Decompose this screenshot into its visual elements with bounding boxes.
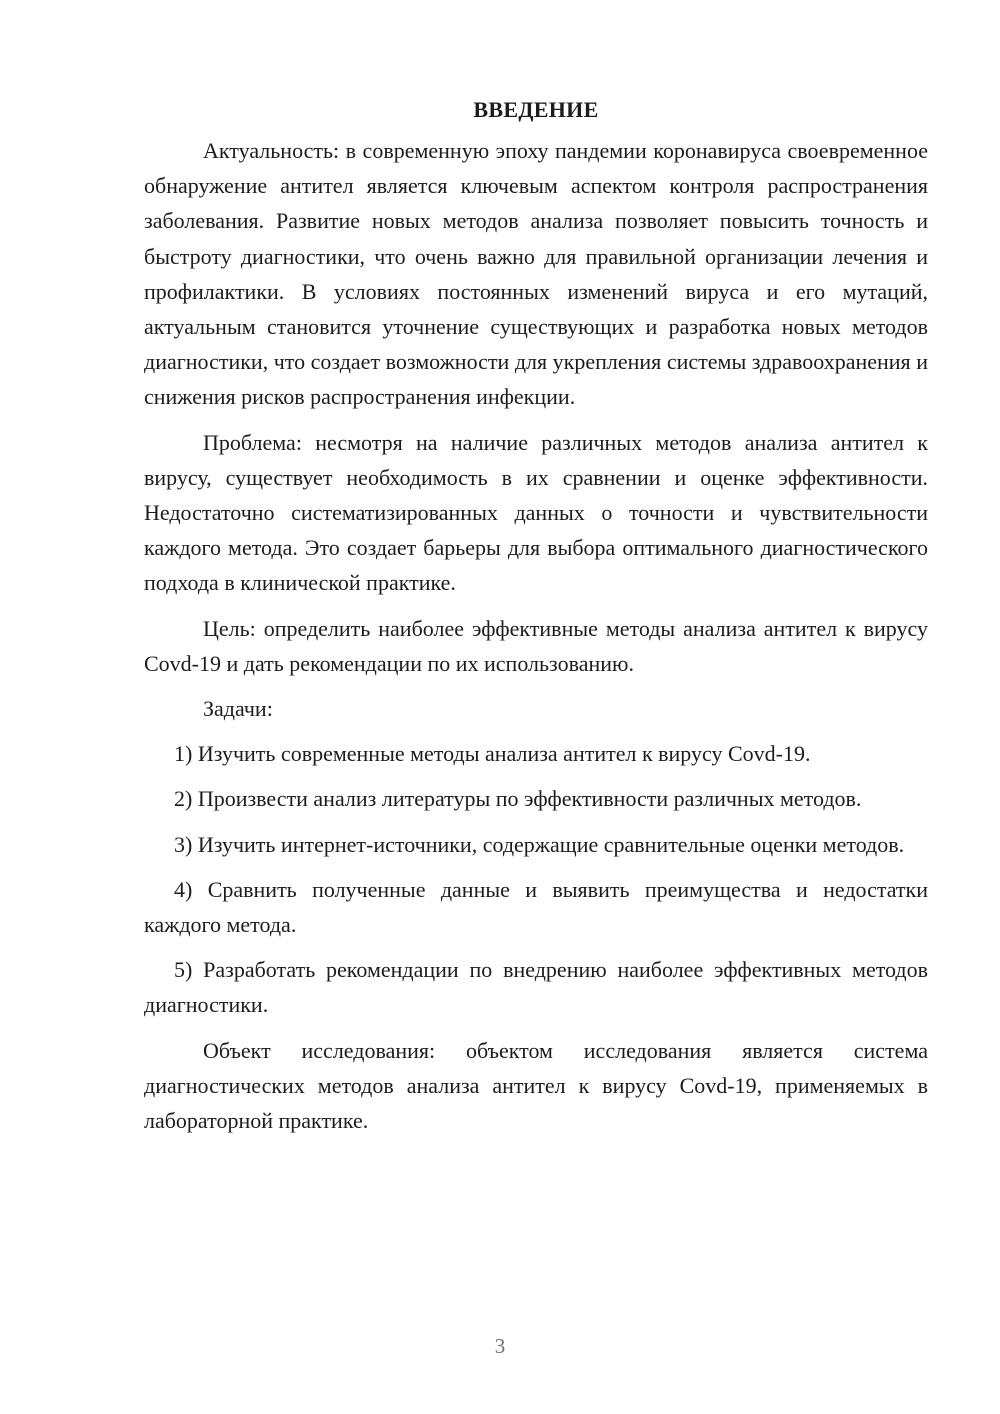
section-title: ВВЕДЕНИЕ	[473, 97, 599, 122]
tasks-heading: Задачи:	[203, 696, 273, 722]
task-item-2: 2) Произвести анализ литературы по эффективности различных методов.	[174, 786, 862, 812]
page-number: 3	[494, 1334, 506, 1358]
object-paragraph: Объект исследования: объектом исследования является система диагностических методов анализа антител к вирусу Covd-19, применяемых в лабораторной практике.	[144, 1037, 928, 1134]
task-item-4: 4) Сравнить полученные данные и выявить преимущества и недостатки каждого метода.	[144, 876, 928, 938]
problem-paragraph: Проблема: несмотря на наличие различных методов анализа антител к вирусу, существует необходимость в их сравнении и оценке эффективности. Недостаточно систематизированных данных о точности и чувствительности каждого метода. Это создает барьеры для выбора оптимального диагностического подхода в клинической практике.	[144, 429, 928, 596]
task-item-3: 3) Изучить интернет-источники, содержащие сравнительные оценки методов.	[174, 831, 905, 857]
page-content	[144, 92, 928, 1138]
task-item-5: 5) Разработать рекомендации по внедрению наиболее эффективных методов диагностики.	[144, 957, 928, 1018]
goal-paragraph: Цель: определить наиболее эффективные методы анализа антител к вирусу Covd-19 и дать рекомендации по их использованию.	[144, 615, 928, 676]
relevance-paragraph: Актуальность: в современную эпоху пандемии коронавируса своевременное обнаружение антител является ключевым аспектом контроля распространения заболевания. Развитие новых методов анализа позволяет повысить точность и быстроту диагностики, что очень важно для правильной организации лечения и профилактики. В условиях постоянных изменений вируса и его мутаций, актуальным становится уточнение существующих и разработка новых методов диагностики, что создает возможности для укрепления системы здравоохранения и снижения рисков распространения инфекции.	[144, 138, 928, 410]
task-item-1: 1) Изучить современные методы анализа антител к вирусу Covd-19.	[174, 741, 811, 767]
